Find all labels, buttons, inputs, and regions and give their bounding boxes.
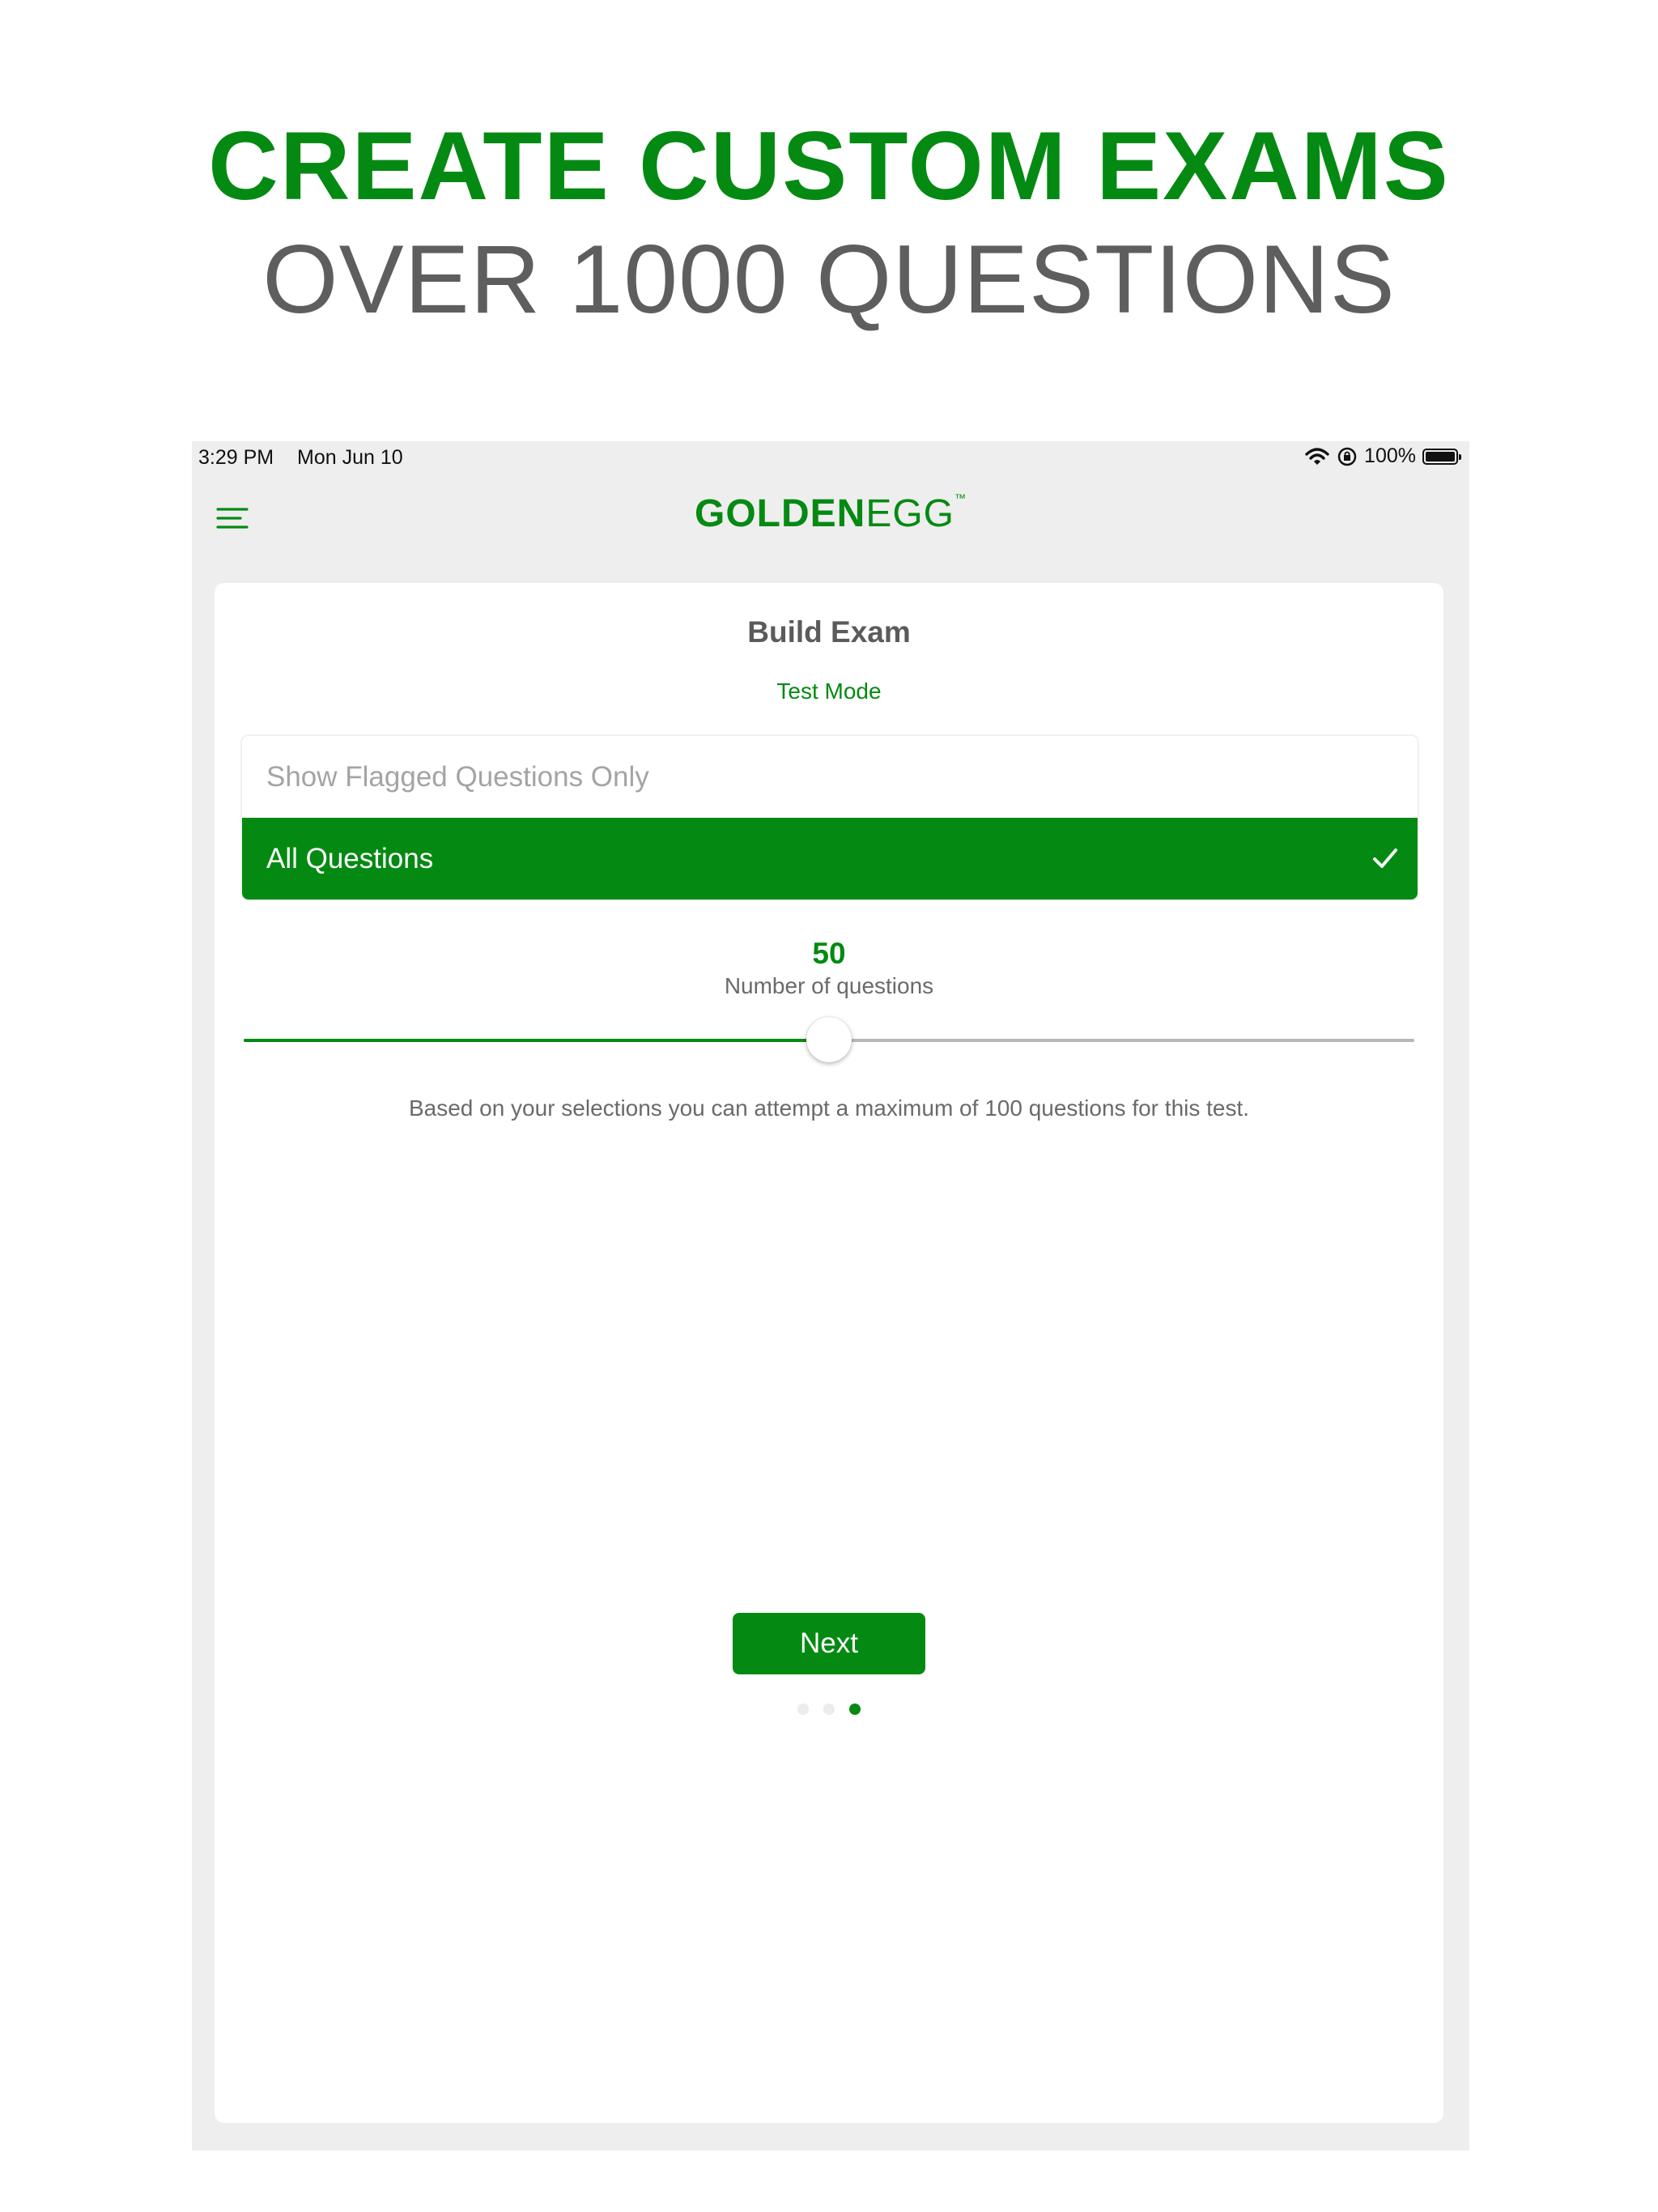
orientation-lock-icon [1337,446,1358,467]
battery-icon [1422,449,1458,465]
logo-word-egg: EGG [865,492,955,535]
device-screen [192,441,1469,2150]
status-indicators [1304,445,1458,468]
checkmark-icon [1372,847,1398,870]
status-time: 3:29 PM [198,446,274,469]
headline-secondary: OVER 1000 QUESTIONS [262,225,1396,334]
page-dot-2 [823,1704,835,1715]
status-date: Mon Jun 10 [297,446,403,469]
page-indicator [215,1704,1443,1715]
logo-trademark: ™ [954,491,967,504]
mode-label: Test Mode [776,678,882,704]
option-label: All Questions [266,842,434,874]
slider-fill [244,1039,829,1042]
option-flagged-only[interactable] [242,736,1418,818]
headline-primary: CREATE CUSTOM EXAMS [208,112,1450,220]
question-filter-list [240,734,1419,901]
logo-word-golden: GOLDEN [694,492,866,535]
wifi-icon [1304,447,1330,466]
page-dot-3 [849,1704,861,1715]
slider-thumb[interactable] [806,1017,852,1062]
build-exam-card [215,583,1443,2123]
next-button[interactable]: Next [733,1613,925,1674]
question-count-label: Number of questions [724,973,934,998]
battery-percent: 100% [1364,445,1416,467]
question-count-value: 50 [812,937,846,970]
status-bar [192,441,1469,474]
page-dot-1 [797,1704,809,1715]
page-title: Build Exam [747,615,911,649]
option-all-questions[interactable] [242,818,1418,900]
max-questions-info: Based on your selections you can attempt a maximum of 100 questions for this test. [408,1095,1250,1121]
question-count-slider[interactable] [244,1012,1414,1069]
app-logo [192,491,1469,536]
nav-bar [192,474,1469,563]
option-label: Show Flagged Questions Only [266,760,649,793]
